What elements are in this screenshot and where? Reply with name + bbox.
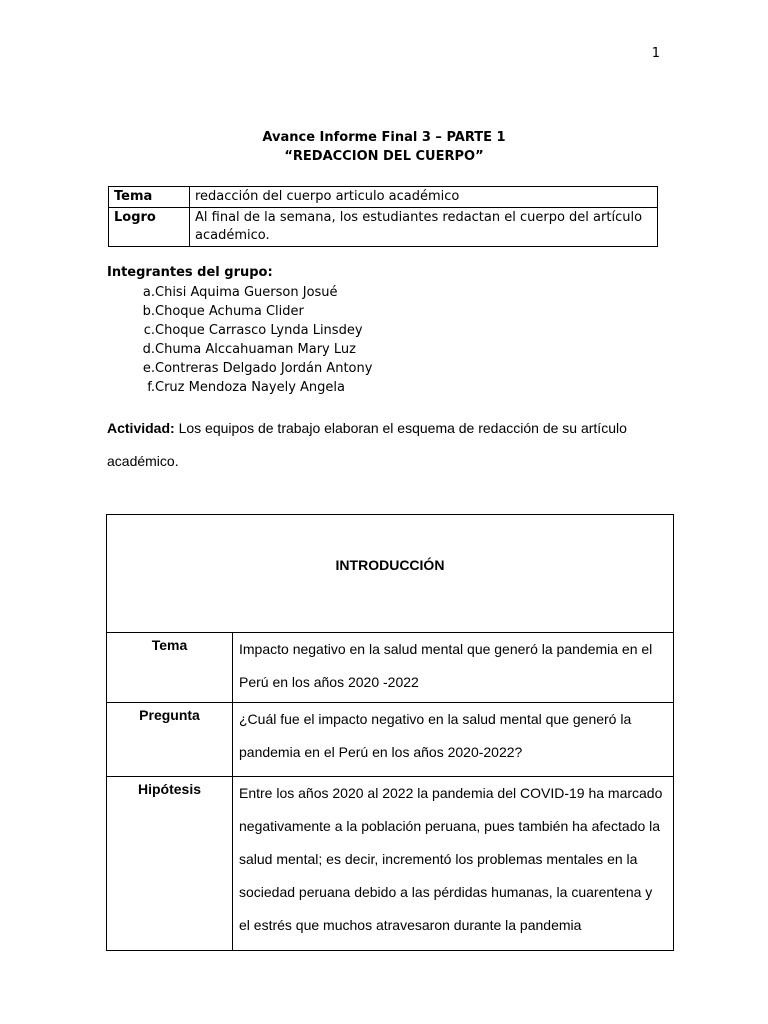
info-table (108, 186, 658, 247)
info-label: Tema (109, 187, 190, 208)
info-label: Logro (109, 208, 190, 247)
intro-value: Impacto negativo en la salud mental que generó la pandemia en el Perú en los años 2020 -2022 (233, 633, 674, 703)
members-list (107, 283, 373, 397)
intro-heading: INTRODUCCIÓN (107, 515, 674, 633)
member-name: Choque Carrasco Lynda Linsdey (155, 323, 363, 338)
activity-label: Actividad: (107, 420, 175, 436)
info-value: redacción del cuerpo articulo académico (190, 187, 658, 208)
list-marker: b. (142, 304, 155, 319)
list-marker: c. (143, 323, 155, 338)
intro-value: ¿Cuál fue el impacto negativo en la salud mental que generó la pandemia en el Perú en los años 2020-2022? (233, 703, 674, 777)
info-row-logro (109, 208, 658, 247)
list-marker: f. (147, 380, 155, 395)
intro-label: Tema (107, 633, 233, 703)
page-number: 1 (651, 46, 660, 61)
info-row-tema (109, 187, 658, 208)
list-item (107, 378, 345, 397)
activity-text: Los equipos de trabajo elaboran el esquema de redacción de su artículo académico. (107, 420, 627, 469)
member-name: Chisi Aquima Guerson Josué (155, 285, 338, 300)
list-item (107, 283, 338, 302)
list-item (107, 359, 373, 378)
member-name: Choque Achuma Clider (155, 304, 304, 319)
members-heading: Integrantes del grupo: (107, 265, 273, 280)
table-row (107, 703, 674, 777)
list-marker: a. (142, 285, 155, 300)
intro-value: Entre los años 2020 al 2022 la pandemia del COVID-19 ha marcado negativamente a la población peruana, pues también ha afectado la salud mental; es decir, incrementó los problemas mentales en la sociedad peruana debido a las pérdidas humanas, la cuarentena y el estrés que muchos atravesaron durante la pandemia (233, 777, 674, 951)
intro-label: Pregunta (107, 703, 233, 777)
member-name: Contreras Delgado Jordán Antony (155, 361, 373, 376)
list-marker: d. (142, 342, 155, 357)
list-item (107, 302, 304, 321)
activity-paragraph (107, 412, 667, 478)
member-name: Cruz Mendoza Nayely Angela (155, 380, 345, 395)
list-item (107, 321, 363, 340)
document-title: Avance Informe Final 3 – PARTE 1 (262, 130, 506, 145)
intro-heading-row (107, 515, 674, 633)
document-subtitle: “REDACCION DEL CUERPO” (284, 149, 484, 164)
member-name: Chuma Alccahuaman Mary Luz (155, 342, 356, 357)
introduction-table (106, 514, 674, 951)
list-item (107, 340, 356, 359)
list-marker: e. (142, 361, 155, 376)
info-value: Al final de la semana, los estudiantes redactan el cuerpo del artículo académico. (190, 208, 658, 247)
intro-label: Hipótesis (107, 777, 233, 951)
table-row (107, 777, 674, 951)
table-row (107, 633, 674, 703)
